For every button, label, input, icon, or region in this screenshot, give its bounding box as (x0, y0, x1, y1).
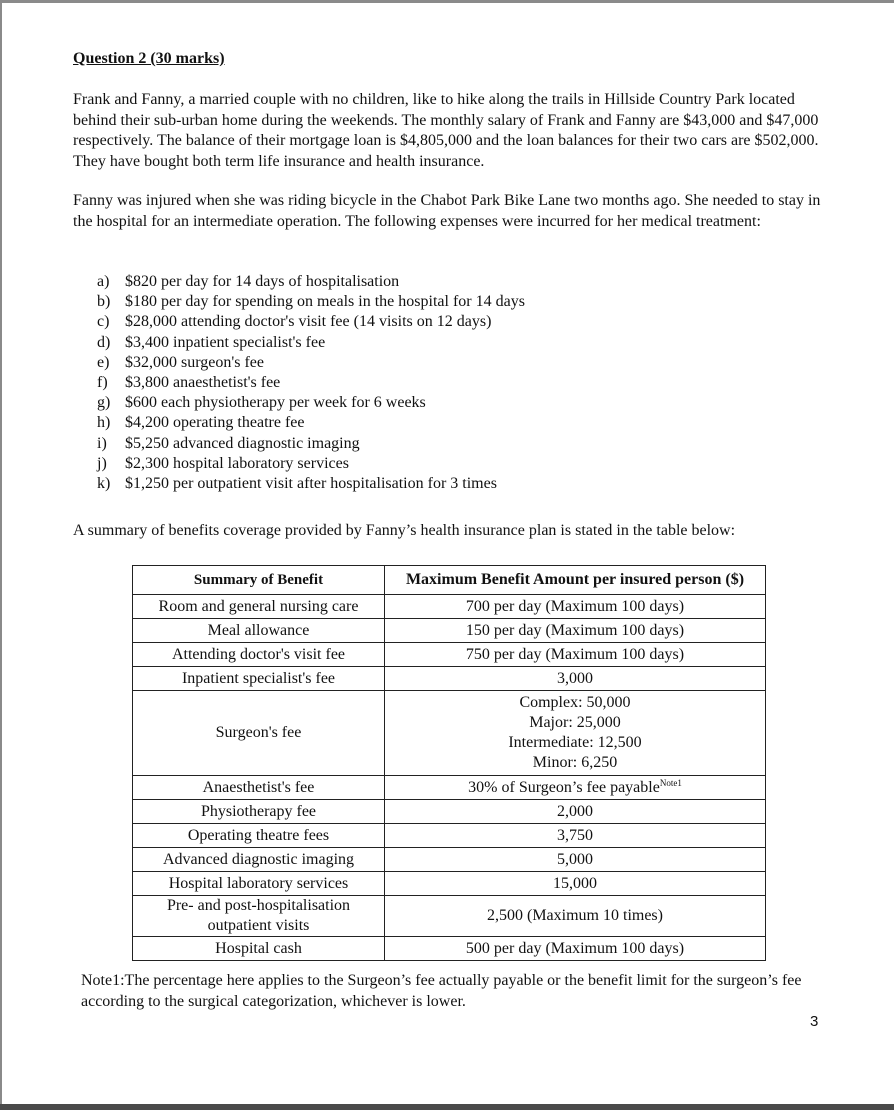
column-header-benefit: Summary of Benefit (133, 566, 385, 595)
list-marker: b) (97, 293, 111, 311)
anaesthetist-amount: 30% of Surgeon’s fee payable (468, 778, 660, 796)
amount-cell: 2,500 (Maximum 10 times) (385, 896, 766, 937)
amount-cell: 700 per day (Maximum 100 days) (385, 595, 766, 619)
list-item-text: $3,400 inpatient specialist's fee (125, 333, 326, 351)
list-marker: f) (97, 374, 108, 392)
table-row-surgeon (133, 691, 766, 776)
list-marker: i) (97, 434, 107, 452)
list-marker: c) (97, 313, 110, 331)
list-item (97, 413, 525, 433)
list-item-text: $1,250 per outpatient visit after hospitalisation for 3 times (125, 475, 497, 493)
benefits-table (132, 565, 766, 961)
benefit-cell: Attending doctor's visit fee (133, 643, 385, 667)
list-marker: d) (97, 333, 111, 351)
note-reference: Note1 (659, 777, 682, 788)
list-item-text: $5,250 advanced diagnostic imaging (125, 434, 360, 452)
table-row (133, 937, 766, 961)
expense-list (97, 272, 525, 494)
list-item-text: $4,200 operating theatre fee (125, 414, 305, 432)
table-row (133, 800, 766, 824)
benefit-cell: Operating theatre fees (133, 824, 385, 848)
paragraph-injury: Fanny was injured when she was riding bicycle in the Chabot Park Bike Lane two months ago. She needed to stay in the hospital for an intermediate operation. The following expenses were incurred for her medical treatment: (73, 192, 821, 230)
amount-cell: 3,750 (385, 824, 766, 848)
paragraph-table-intro: A summary of benefits coverage provided by Fanny’s health insurance plan is stated in the table below: (73, 522, 736, 539)
amount-cell (385, 776, 766, 800)
list-item (97, 312, 525, 332)
table-row (133, 595, 766, 619)
list-item-text: $820 per day for 14 days of hospitalisation (125, 273, 400, 290)
list-marker: h) (97, 414, 111, 432)
surgeon-fee-tiers (385, 691, 766, 776)
table-row (133, 848, 766, 872)
surgeon-tier-intermediate: Intermediate: 12,500 (508, 734, 642, 751)
list-item-text: $180 per day for spending on meals in the hospital for 14 days (125, 293, 525, 311)
page-bottom-border (0, 1104, 894, 1110)
list-item-text: $600 each physiotherapy per week for 6 weeks (125, 394, 426, 412)
amount-cell: 3,000 (385, 667, 766, 691)
list-marker: e) (97, 353, 110, 371)
table-row (133, 667, 766, 691)
benefit-cell: Room and general nursing care (133, 595, 385, 619)
list-item (97, 292, 525, 312)
table-row (133, 643, 766, 667)
table-row (133, 896, 766, 937)
table-row (133, 776, 766, 800)
table-row (133, 872, 766, 896)
benefit-cell: Hospital laboratory services (133, 872, 385, 896)
surgeon-tier-major: Major: 25,000 (529, 714, 621, 731)
table-row (133, 619, 766, 643)
list-item (97, 454, 525, 474)
benefit-cell: Pre- and post-hospitalisation outpatient visits (133, 896, 385, 937)
benefit-cell: Inpatient specialist's fee (133, 667, 385, 691)
table-header-row (133, 566, 766, 595)
list-marker: j) (97, 454, 107, 472)
table-row (133, 824, 766, 848)
list-marker: a) (97, 273, 110, 290)
benefit-cell: Physiotherapy fee (133, 800, 385, 824)
list-item (97, 353, 525, 373)
amount-cell: 150 per day (Maximum 100 days) (385, 619, 766, 643)
page-left-border (0, 0, 2, 1110)
question-heading: Question 2 (30 marks) (73, 50, 225, 67)
list-marker: g) (97, 394, 111, 412)
amount-cell: 500 per day (Maximum 100 days) (385, 937, 766, 961)
column-header-amount: Maximum Benefit Amount per insured person ($) (385, 566, 766, 595)
list-item (97, 393, 525, 413)
list-item (97, 333, 525, 353)
list-item (97, 373, 525, 393)
list-item-text: $2,300 hospital laboratory services (125, 454, 349, 472)
page-top-border (0, 0, 894, 3)
amount-cell: 2,000 (385, 800, 766, 824)
list-marker: k) (97, 475, 111, 493)
paragraph-background: Frank and Fanny, a married couple with no children, like to hike along the trails in Hillside Country Park located behind their sub-urban home during the weekends. The monthly salary of Frank and Fanny are $43,000 and $47,000 respectively. The balance of their mortgage loan is $4,805,000 and the loan balances for their two cars are $502,000. They have bought both term life insurance and health insurance. (73, 91, 819, 170)
list-item-text: $32,000 surgeon's fee (125, 353, 265, 371)
amount-cell: 15,000 (385, 872, 766, 896)
benefit-cell: Surgeon's fee (133, 691, 385, 776)
page-number: 3 (810, 1013, 819, 1030)
list-item (97, 272, 525, 292)
benefit-cell: Meal allowance (133, 619, 385, 643)
list-item (97, 434, 525, 454)
list-item-text: $28,000 attending doctor's visit fee (14 visits on 12 days) (125, 313, 492, 331)
list-item (97, 474, 525, 494)
list-item-text: $3,800 anaesthetist's fee (125, 374, 281, 392)
footnote: Note1:The percentage here applies to the Surgeon’s fee actually payable or the benefit limit for the surgeon’s fee according to the surgical categorization, whichever is lower. (81, 972, 802, 1010)
amount-cell: 5,000 (385, 848, 766, 872)
surgeon-tier-complex: Complex: 50,000 (519, 694, 631, 711)
surgeon-tier-minor: Minor: 6,250 (532, 754, 618, 771)
benefit-cell: Hospital cash (133, 937, 385, 961)
amount-cell: 750 per day (Maximum 100 days) (385, 643, 766, 667)
benefit-cell: Anaesthetist's fee (133, 776, 385, 800)
benefit-cell: Advanced diagnostic imaging (133, 848, 385, 872)
